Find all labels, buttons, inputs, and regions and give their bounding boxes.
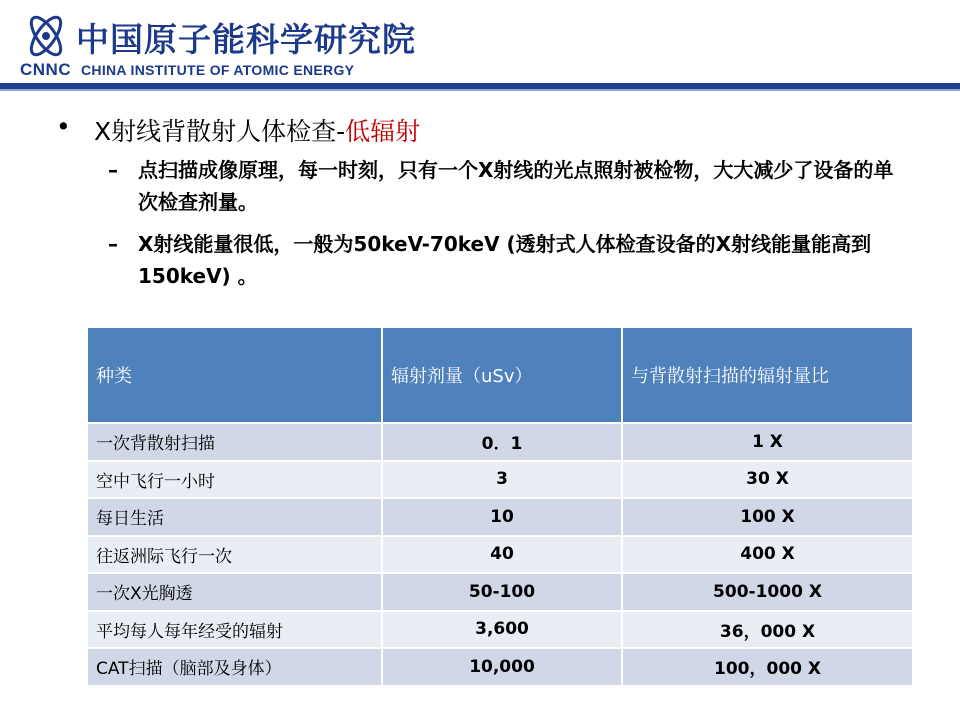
table-row xyxy=(88,498,912,536)
sub-point-text: X射线能量很低，一般为50keV-70keV (透射式人体检查设备的X射线能量能高到150keV) 。 xyxy=(138,232,872,288)
table-row xyxy=(88,536,912,574)
cell-dose: 10,000 xyxy=(382,648,622,685)
slide-header xyxy=(0,0,960,92)
cell-ratio: 1 X xyxy=(622,423,912,461)
cell-category: 空中飞行一小时 xyxy=(88,461,382,499)
cell-ratio: 36，000 X xyxy=(622,611,912,649)
cell-ratio: 500-1000 X xyxy=(622,573,912,611)
cell-category: 平均每人每年经受的辐射 xyxy=(88,611,382,649)
table-header-row xyxy=(88,328,912,423)
table-row xyxy=(88,611,912,649)
header-ratio: 与背散射扫描的辐射量比 xyxy=(622,328,912,423)
table-row xyxy=(88,573,912,611)
table-row xyxy=(88,648,912,685)
cell-ratio: 100，000 X xyxy=(622,648,912,685)
atom-logo-icon xyxy=(22,8,70,64)
table-row xyxy=(88,423,912,461)
cell-category: CAT扫描（脑部及身体） xyxy=(88,648,382,685)
cell-category: 每日生活 xyxy=(88,498,382,536)
cell-category: 往返洲际飞行一次 xyxy=(88,536,382,574)
institute-name-english: CHINA INSTITUTE OF ATOMIC ENERGY xyxy=(81,62,355,78)
title-highlight: 低辐射 xyxy=(345,117,421,146)
cell-dose: 3,600 xyxy=(382,611,622,649)
dash-icon: – xyxy=(108,232,118,256)
cnnc-wordmark: CNNC xyxy=(20,60,72,79)
radiation-comparison-table xyxy=(88,328,912,685)
header-dose: 辐射剂量（uSv） xyxy=(382,328,622,423)
cell-dose: 10 xyxy=(382,498,622,536)
bullet-icon: • xyxy=(56,112,71,141)
cell-dose: 50-100 xyxy=(382,573,622,611)
sub-point-text: 点扫描成像原理，每一时刻，只有一个X射线的光点照射被检物，大大减少了设备的单次检查剂量。 xyxy=(138,158,894,214)
cell-dose: 0．1 xyxy=(382,423,622,461)
cell-ratio: 400 X xyxy=(622,536,912,574)
cell-ratio: 100 X xyxy=(622,498,912,536)
table-row xyxy=(88,461,912,499)
institute-name-chinese: 中国原子能科学研究院 xyxy=(76,20,416,59)
title-text: X射线背散射人体检查- xyxy=(94,117,346,146)
cell-ratio: 30 X xyxy=(622,461,912,499)
header-divider-accent xyxy=(0,89,960,91)
header-category: 种类 xyxy=(88,328,382,423)
cell-dose: 3 xyxy=(382,461,622,499)
cell-category: 一次背散射扫描 xyxy=(88,423,382,461)
cell-dose: 40 xyxy=(382,536,622,574)
cell-category: 一次X光胸透 xyxy=(88,573,382,611)
dash-icon: – xyxy=(108,158,118,182)
